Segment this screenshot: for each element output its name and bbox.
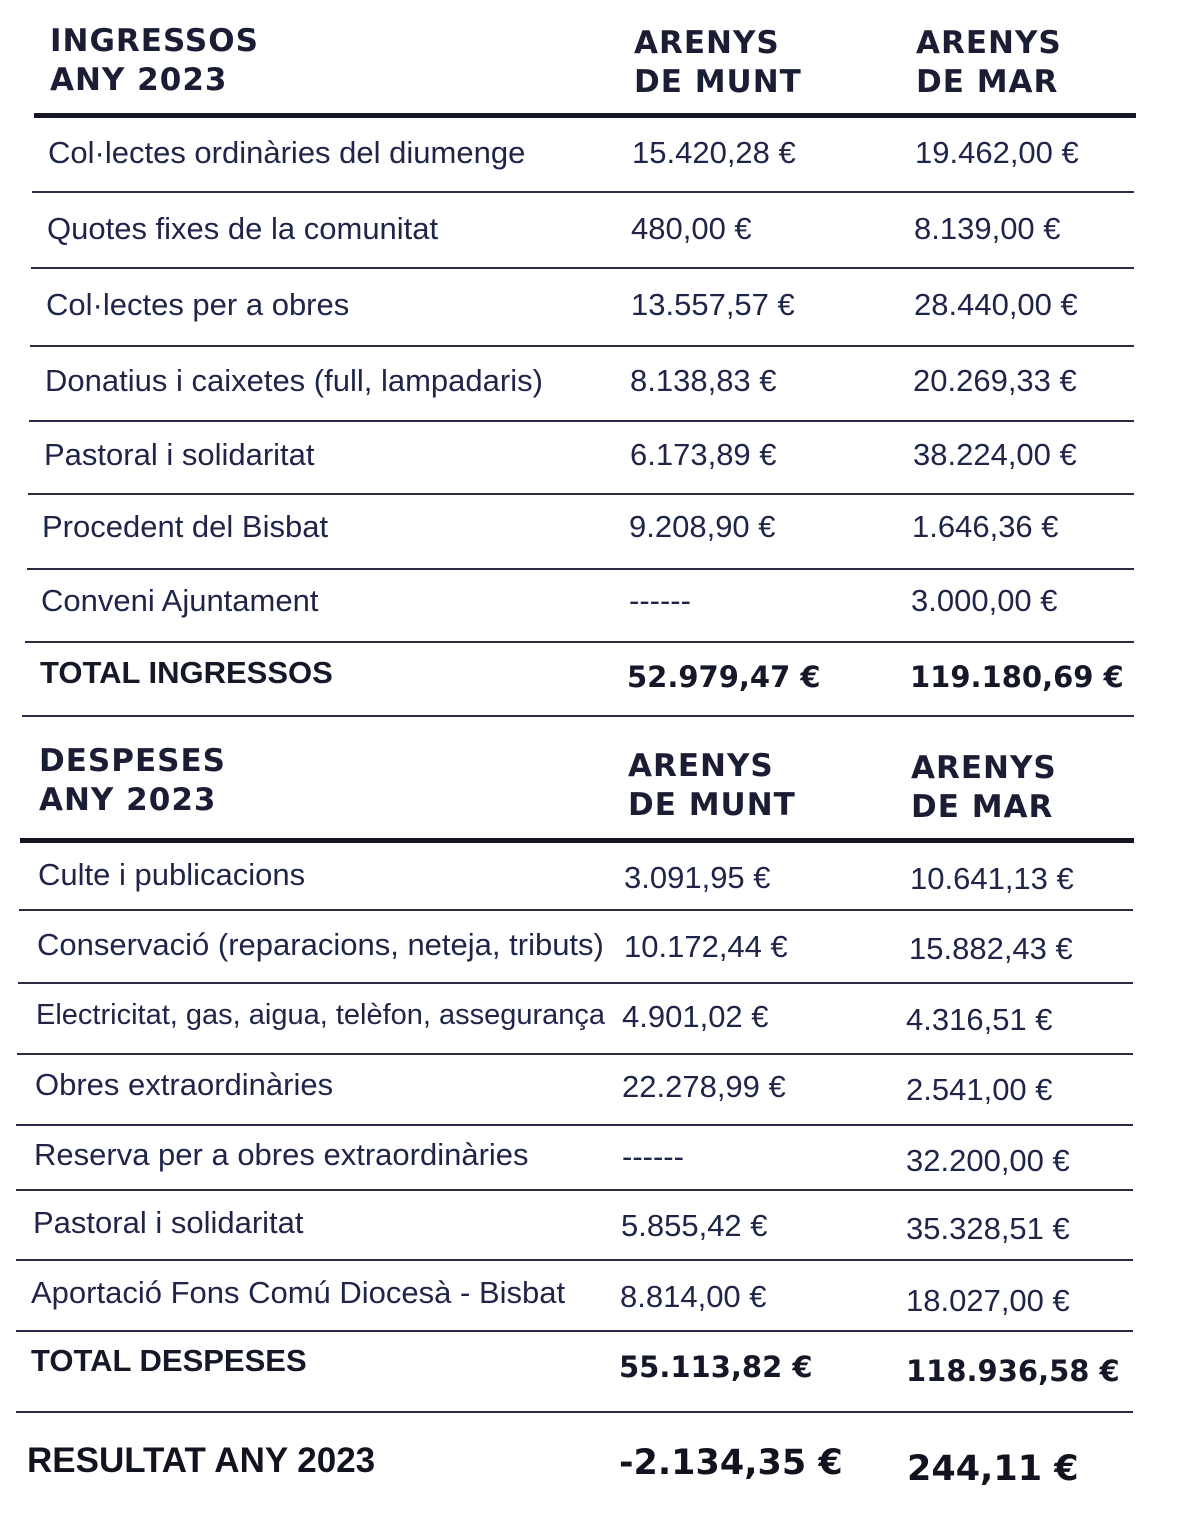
expenses-heading-line2: ANY 2023 (39, 782, 217, 818)
value-arenys-de-mar: 4.316,51 € (906, 1002, 1053, 1037)
income-col-mar-line2: DE MAR (916, 64, 1059, 100)
row-label: Conservació (reparacions, neteja, tributs) (37, 927, 604, 962)
value-arenys-de-munt: 15.420,28 € (632, 135, 796, 170)
income-heading (50, 22, 259, 100)
total-arenys-de-munt: 55.113,82 € (619, 1350, 813, 1384)
value-arenys-de-mar: 32.200,00 € (906, 1143, 1070, 1178)
expenses-heading-line1: DESPESES (39, 743, 226, 779)
value-arenys-de-mar: 10.641,13 € (910, 861, 1074, 896)
table-row (0, 1118, 1177, 1192)
table-row (0, 1186, 1177, 1260)
income-col-mar-heading (916, 24, 1062, 102)
table-row (0, 978, 1177, 1052)
table-row (0, 268, 1177, 342)
table-row (0, 192, 1177, 266)
expenses-col-munt-heading (628, 747, 796, 825)
total-arenys-de-mar: 118.936,58 € (906, 1354, 1120, 1388)
expenses-heading (39, 742, 226, 820)
table-row (0, 418, 1177, 492)
expenses-col-munt-line2: DE MUNT (628, 787, 796, 823)
result-arenys-de-munt: -2.134,35 € (619, 1443, 843, 1483)
table-row (0, 1048, 1177, 1122)
row-label: Electricitat, gas, aigua, telèfon, assegurança (36, 999, 606, 1031)
table-row (0, 344, 1177, 418)
expenses-col-munt-line1: ARENYS (628, 748, 774, 784)
value-arenys-de-mar: 28.440,00 € (914, 287, 1078, 322)
section-divider (22, 715, 1134, 717)
value-arenys-de-munt: 480,00 € (631, 211, 752, 246)
row-label: Pastoral i solidaritat (33, 1205, 304, 1240)
value-arenys-de-munt: 13.557,57 € (631, 287, 795, 322)
row-label: Obres extraordinàries (35, 1067, 334, 1102)
row-label: Culte i publicacions (38, 857, 306, 892)
income-total-row (0, 636, 1177, 710)
total-label: TOTAL DESPESES (31, 1343, 307, 1378)
table-row (0, 564, 1177, 638)
result-row (0, 1416, 1177, 1506)
value-arenys-de-mar: 8.139,00 € (914, 211, 1061, 246)
value-arenys-de-mar: 18.027,00 € (906, 1283, 1070, 1318)
row-label: Aportació Fons Comú Diocesà - Bisbat (31, 1275, 566, 1310)
row-label: Quotes fixes de la comunitat (47, 211, 439, 246)
table-row (0, 838, 1177, 912)
value-arenys-de-munt: 4.901,02 € (622, 999, 769, 1034)
value-arenys-de-munt: 8.138,83 € (630, 363, 777, 398)
value-arenys-de-munt: 9.208,90 € (629, 509, 776, 544)
table-row (0, 1256, 1177, 1330)
value-arenys-de-munt: 8.814,00 € (620, 1279, 767, 1314)
value-arenys-de-munt: 3.091,95 € (624, 860, 771, 895)
income-col-munt-line1: ARENYS (634, 25, 780, 61)
section-divider (16, 1411, 1133, 1413)
result-label: RESULTAT ANY 2023 (27, 1441, 376, 1480)
row-label: Col·lectes ordinàries del diumenge (48, 135, 526, 170)
expenses-col-mar-heading (911, 749, 1057, 827)
expenses-col-mar-line1: ARENYS (911, 750, 1057, 786)
value-arenys-de-mar: 2.541,00 € (906, 1072, 1053, 1107)
value-arenys-de-mar: 19.462,00 € (915, 135, 1079, 170)
value-arenys-de-munt: 5.855,42 € (621, 1208, 768, 1243)
result-arenys-de-mar: 244,11 € (907, 1449, 1079, 1489)
value-arenys-de-munt: ------ (622, 1139, 684, 1174)
value-arenys-de-munt: 6.173,89 € (630, 437, 777, 472)
income-heading-line1: INGRESSOS (50, 23, 259, 59)
total-arenys-de-mar: 119.180,69 € (910, 660, 1124, 694)
value-arenys-de-munt: ------ (629, 583, 691, 618)
row-label: Procedent del Bisbat (42, 509, 329, 544)
table-row (0, 490, 1177, 564)
row-label: Col·lectes per a obres (46, 287, 350, 322)
value-arenys-de-mar: 35.328,51 € (906, 1211, 1070, 1246)
total-arenys-de-munt: 52.979,47 € (627, 660, 821, 694)
table-row (0, 116, 1177, 190)
income-col-munt-heading (634, 24, 802, 102)
row-label: Donatius i caixetes (full, lampadaris) (45, 363, 543, 398)
row-label: Pastoral i solidaritat (44, 437, 315, 472)
total-label: TOTAL INGRESSOS (40, 655, 333, 690)
row-label: Conveni Ajuntament (41, 583, 319, 618)
value-arenys-de-mar: 15.882,43 € (909, 931, 1073, 966)
value-arenys-de-munt: 22.278,99 € (622, 1069, 786, 1104)
value-arenys-de-mar: 38.224,00 € (913, 437, 1077, 472)
value-arenys-de-munt: 10.172,44 € (624, 929, 788, 964)
expenses-col-mar-line2: DE MAR (911, 789, 1054, 825)
value-arenys-de-mar: 3.000,00 € (911, 583, 1058, 618)
expenses-total-row (0, 1324, 1177, 1398)
income-col-munt-line2: DE MUNT (634, 64, 802, 100)
value-arenys-de-mar: 1.646,36 € (912, 509, 1059, 544)
income-heading-line2: ANY 2023 (50, 62, 228, 98)
value-arenys-de-mar: 20.269,33 € (913, 363, 1077, 398)
table-row (0, 908, 1177, 982)
row-label: Reserva per a obres extraordinàries (34, 1137, 529, 1172)
income-col-mar-line1: ARENYS (916, 25, 1062, 61)
